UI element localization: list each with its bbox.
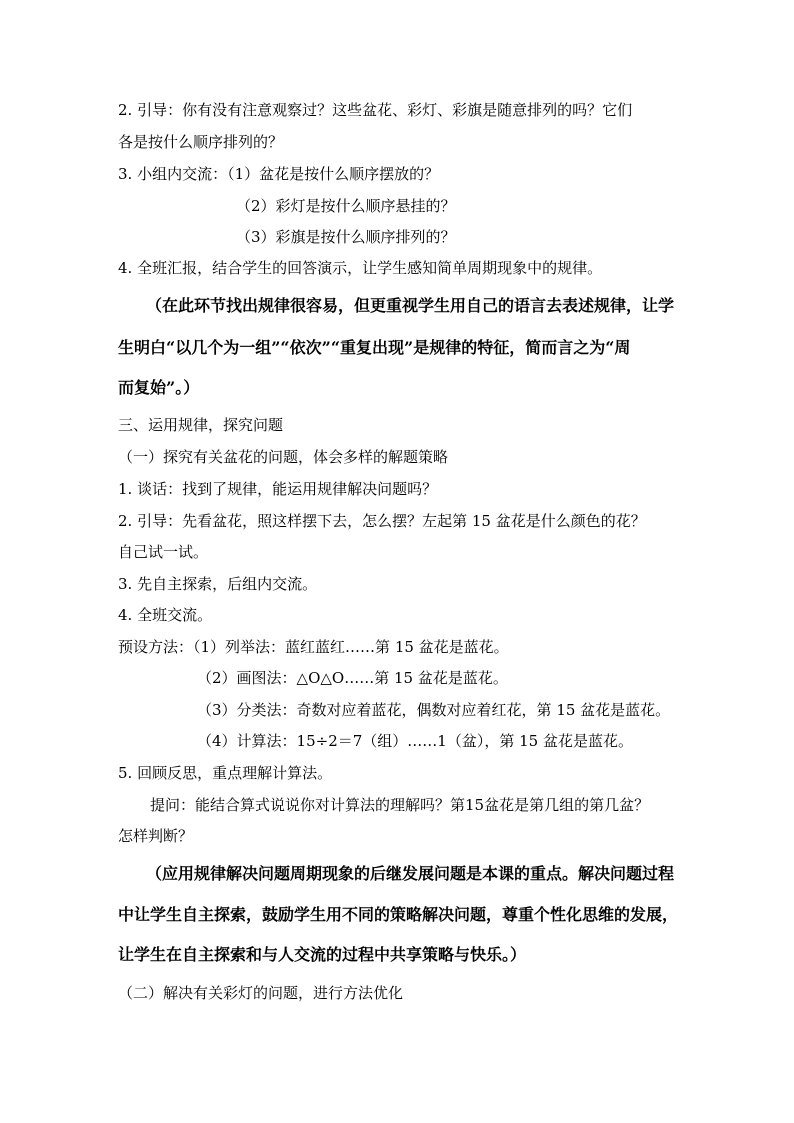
text-line: （2）画图法：△O△O……第 15 盆花是蓝花。 [197, 669, 508, 687]
text-line: （4）计算法：15÷2＝7（组）……1（盆），第 15 盆花是蓝花。 [197, 732, 633, 750]
text-line: （3）分类法：奇数对应着蓝花，偶数对应着红花，第 15 盆花是蓝花。 [197, 701, 671, 719]
text-line: 怎样判断？ [118, 827, 194, 845]
note-line: （在此环节找出规律很容易，但更重视学生用自己的语言去表述规律，让学 [146, 296, 675, 315]
text-line: 提问：能结合算式说说你对计算法的理解吗？第15盆花是第几组的第几盆？ [150, 796, 650, 814]
text-line: （3）彩旗是按什么顺序排列的？ [236, 228, 456, 246]
text-line: 3. 小组内交流：（1）盆花是按什么顺序摆放的？ [118, 165, 440, 183]
text-line: 自己试一试。 [118, 543, 209, 561]
subsection-heading: （一）探究有关盆花的问题，体会多样的解题策略 [118, 448, 449, 466]
note-line: 中让学生自主探索，鼓励学生用不同的策略解决问题，尊重个性化思维的发展， [118, 905, 679, 924]
text-line: 4. 全班交流。 [118, 606, 213, 624]
subsection-heading: （二）解决有关彩灯的问题，进行方法优化 [118, 984, 404, 1002]
text-line: 1. 谈话：找到了规律，能运用规律解决问题吗？ [118, 480, 438, 498]
text-line: 3. 先自主探索，后组内交流。 [118, 575, 318, 593]
text-line: 2. 引导：你有没有注意观察过？这些盆花、彩灯、彩旗是随意排列的吗？它们 [118, 101, 633, 119]
note-line: 生明白“以几个为一组”“依次”“重复出现”是规律的特征，简而言之为“周 [118, 338, 631, 357]
text-line: 5. 回顾反思，重点理解计算法。 [118, 764, 333, 782]
note-line: 让学生在自主探索和与人交流的过程中共享策略与快乐。） [118, 945, 527, 964]
section-heading: 三、运用规律，探究问题 [118, 416, 284, 434]
text-line: 2. 引导：先看盆花，照这样摆下去，怎么摆？左起第 15 盆花是什么颜色的花？ [118, 512, 646, 530]
text-line: 4. 全班汇报，结合学生的回答演示，让学生感知简单周期现象中的规律。 [118, 259, 603, 277]
text-line: 各是按什么顺序排列的？ [118, 133, 284, 151]
text-line: （2）彩灯是按什么顺序悬挂的？ [236, 197, 456, 215]
note-line: 而复始”。） [118, 378, 200, 397]
note-line: （应用规律解决问题周期现象的后继发展问题是本课的重点。解决问题过程 [146, 864, 675, 883]
text-line: 预设方法：（1）列举法：蓝红蓝红……第 15 盆花是蓝花。 [118, 638, 509, 656]
